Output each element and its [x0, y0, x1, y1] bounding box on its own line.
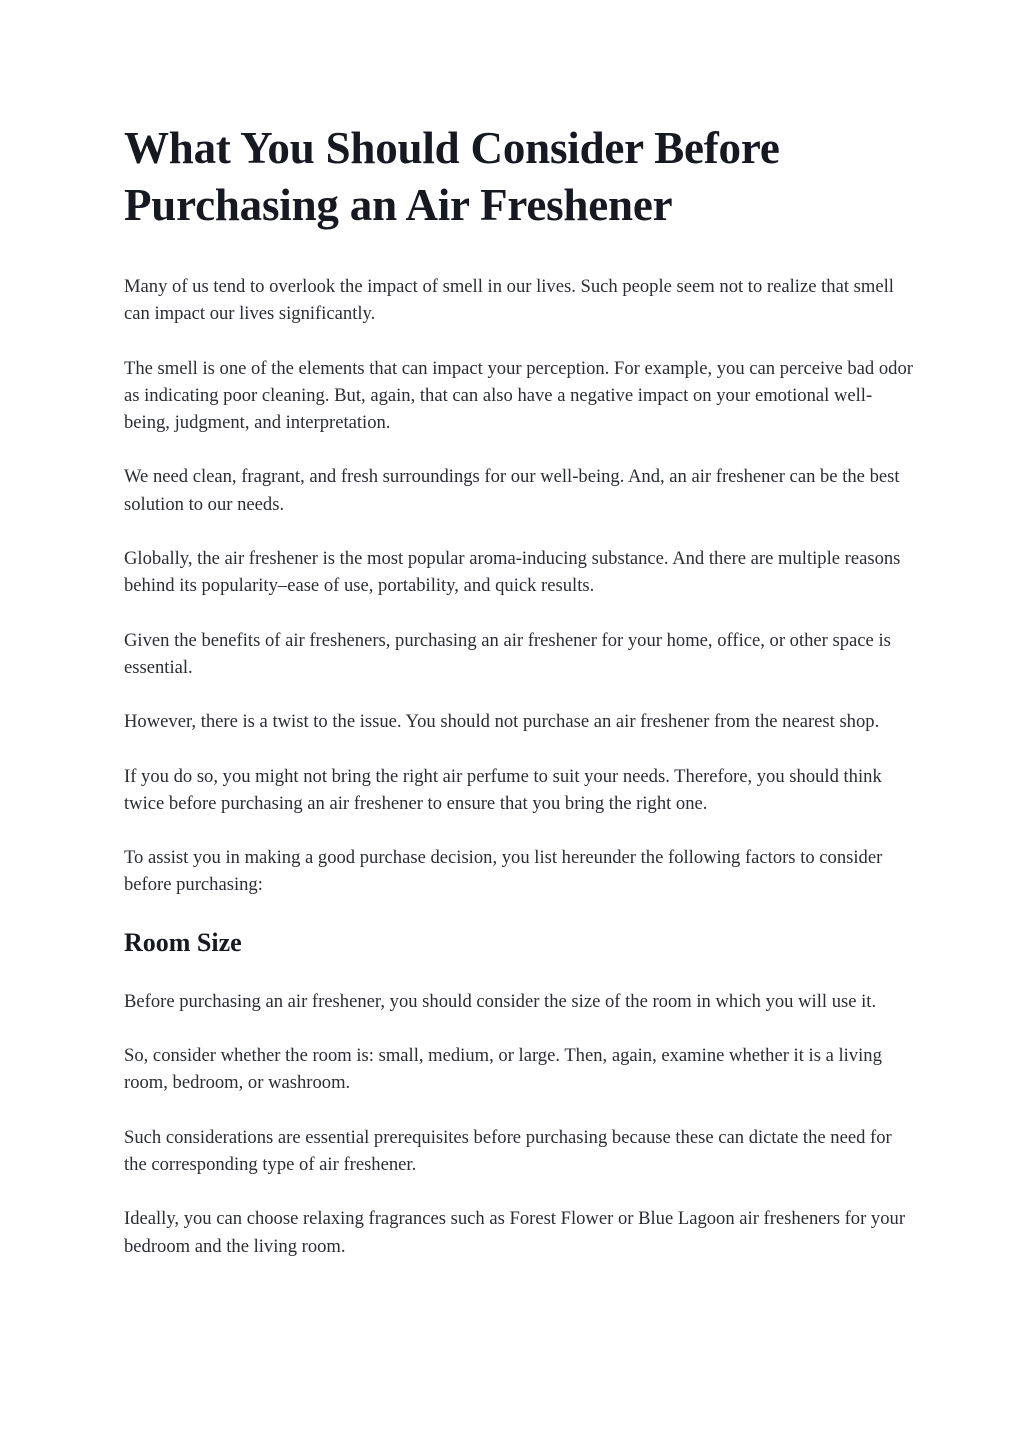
paragraph: Many of us tend to overlook the impact of smell in our lives. Such people seem not to realize that smell can impact our lives significantly.: [124, 276, 894, 325]
paragraph: Before purchasing an air freshener, you should consider the size of the room in which you will use it.: [124, 990, 877, 1012]
paragraph: Such considerations are essential prerequisites before purchasing because these can dictate the need for the corresponding type of air freshener.: [124, 1126, 892, 1175]
article-title: What You Should Consider Before Purchasing an Air Freshener: [124, 123, 780, 230]
section-heading: Room Size: [124, 927, 242, 957]
paragraph: Given the benefits of air fresheners, purchasing an air freshener for your home, office, or other space is essential.: [124, 629, 891, 678]
document-page: [124, 120, 914, 1287]
paragraph: So, consider whether the room is: small, medium, or large. Then, again, examine whether it is a living room, bedroom, or washroom.: [124, 1045, 882, 1094]
paragraph: Ideally, you can choose relaxing fragrances such as Forest Flower or Blue Lagoon air fresheners for your bedroom and the living room.: [124, 1208, 906, 1257]
paragraph: However, there is a twist to the issue. You should not purchase an air freshener from the nearest shop.: [124, 711, 880, 733]
room-size-section: [124, 928, 914, 1260]
paragraph: Globally, the air freshener is the most popular aroma-inducing substance. And there are multiple reasons behind its popularity–ease of use, portability, and quick results.: [124, 548, 901, 597]
paragraph: The smell is one of the elements that can impact your perception. For example, you can perceive bad odor as indicating poor cleaning. But, again, that can also have a negative impact on your emotional well-being, judgment, and interpretation.: [124, 357, 913, 434]
paragraph: If you do so, you might not bring the right air perfume to suit your needs. Therefore, you should think twice before purchasing an air freshener to ensure that you bring the right one.: [124, 765, 882, 814]
paragraph: To assist you in making a good purchase decision, you list hereunder the following factors to consider before purchasing:: [124, 847, 883, 896]
intro-section: [124, 273, 914, 899]
paragraph: We need clean, fragrant, and fresh surroundings for our well-being. And, an air freshener can be the best solution to our needs.: [124, 466, 900, 515]
